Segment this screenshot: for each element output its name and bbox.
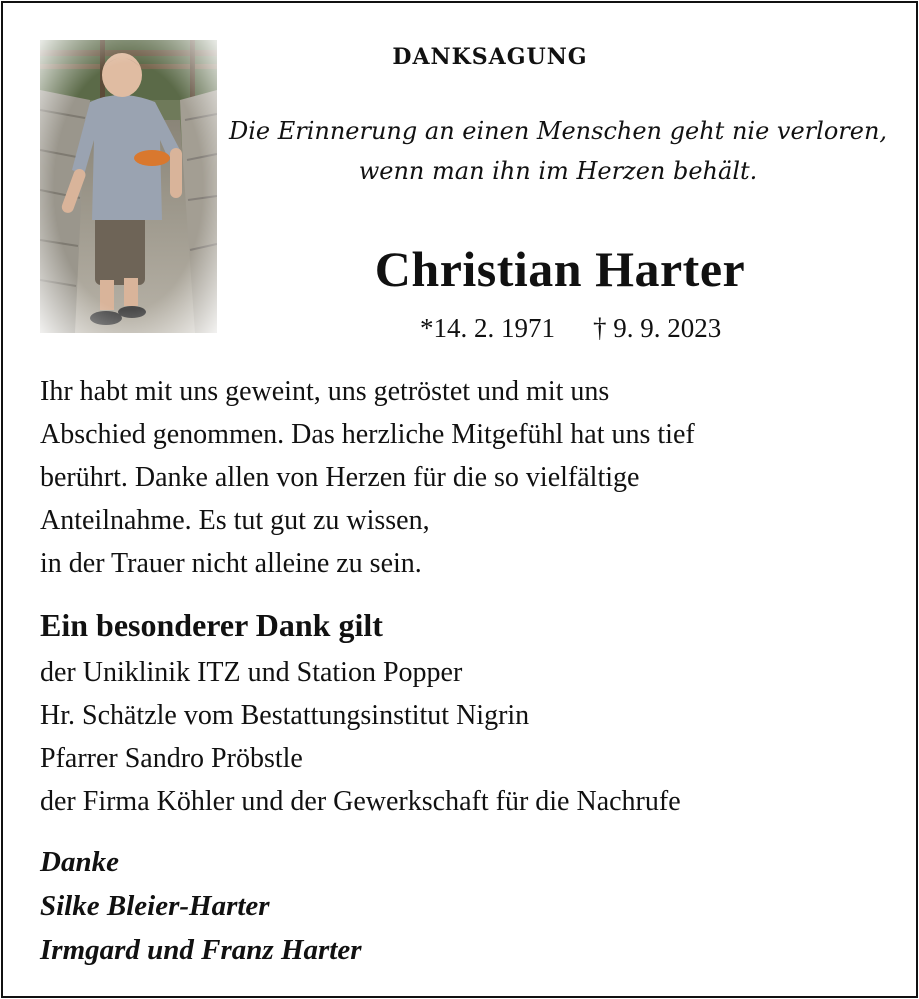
thanks-paragraph (40, 370, 890, 585)
list-item: Hr. Schätzle vom Bestattungsinstitut Nigrin (40, 700, 530, 731)
memorial-quote (228, 111, 888, 191)
death-date: † 9. 9. 2023 (593, 313, 722, 343)
signature-line: Danke (40, 846, 119, 878)
list-item: Pfarrer Sandro Pröbstle (40, 743, 303, 774)
paragraph-line: Ihr habt mit uns geweint, uns getröstet und mit uns (40, 376, 610, 407)
portrait-photo (40, 40, 217, 333)
paragraph-line: in der Trauer nicht alleine zu sein. (40, 548, 422, 579)
special-thanks-title: Ein besonderer Dank gilt (40, 607, 383, 643)
paragraph-line: Anteilnahme. Es tut gut zu wissen, (40, 505, 430, 536)
quote-line: Die Erinnerung an einen Menschen geht nie verloren, (228, 117, 888, 145)
list-item: der Firma Köhler und der Gewerkschaft für die Nachrufe (40, 786, 681, 817)
list-item: der Uniklinik ITZ und Station Popper (40, 657, 463, 688)
signature-line: Irmgard und Franz Harter (40, 934, 362, 966)
special-thanks-list (40, 651, 890, 823)
signature-block (40, 840, 740, 972)
birth-date: *14. 2. 1971 (420, 313, 555, 343)
paragraph-line: Abschied genommen. Das herzliche Mitgefühl hat uns tief (40, 419, 695, 450)
paragraph-line: berührt. Danke allen von Herzen für die so vielfältige (40, 462, 640, 493)
life-dates (350, 313, 770, 344)
deceased-name: Christian Harter (374, 241, 746, 297)
signature-line: Silke Bleier-Harter (40, 890, 270, 922)
quote-line: wenn man ihn im Herzen behält. (358, 157, 758, 185)
notice-heading: DANKSAGUNG (392, 44, 588, 70)
